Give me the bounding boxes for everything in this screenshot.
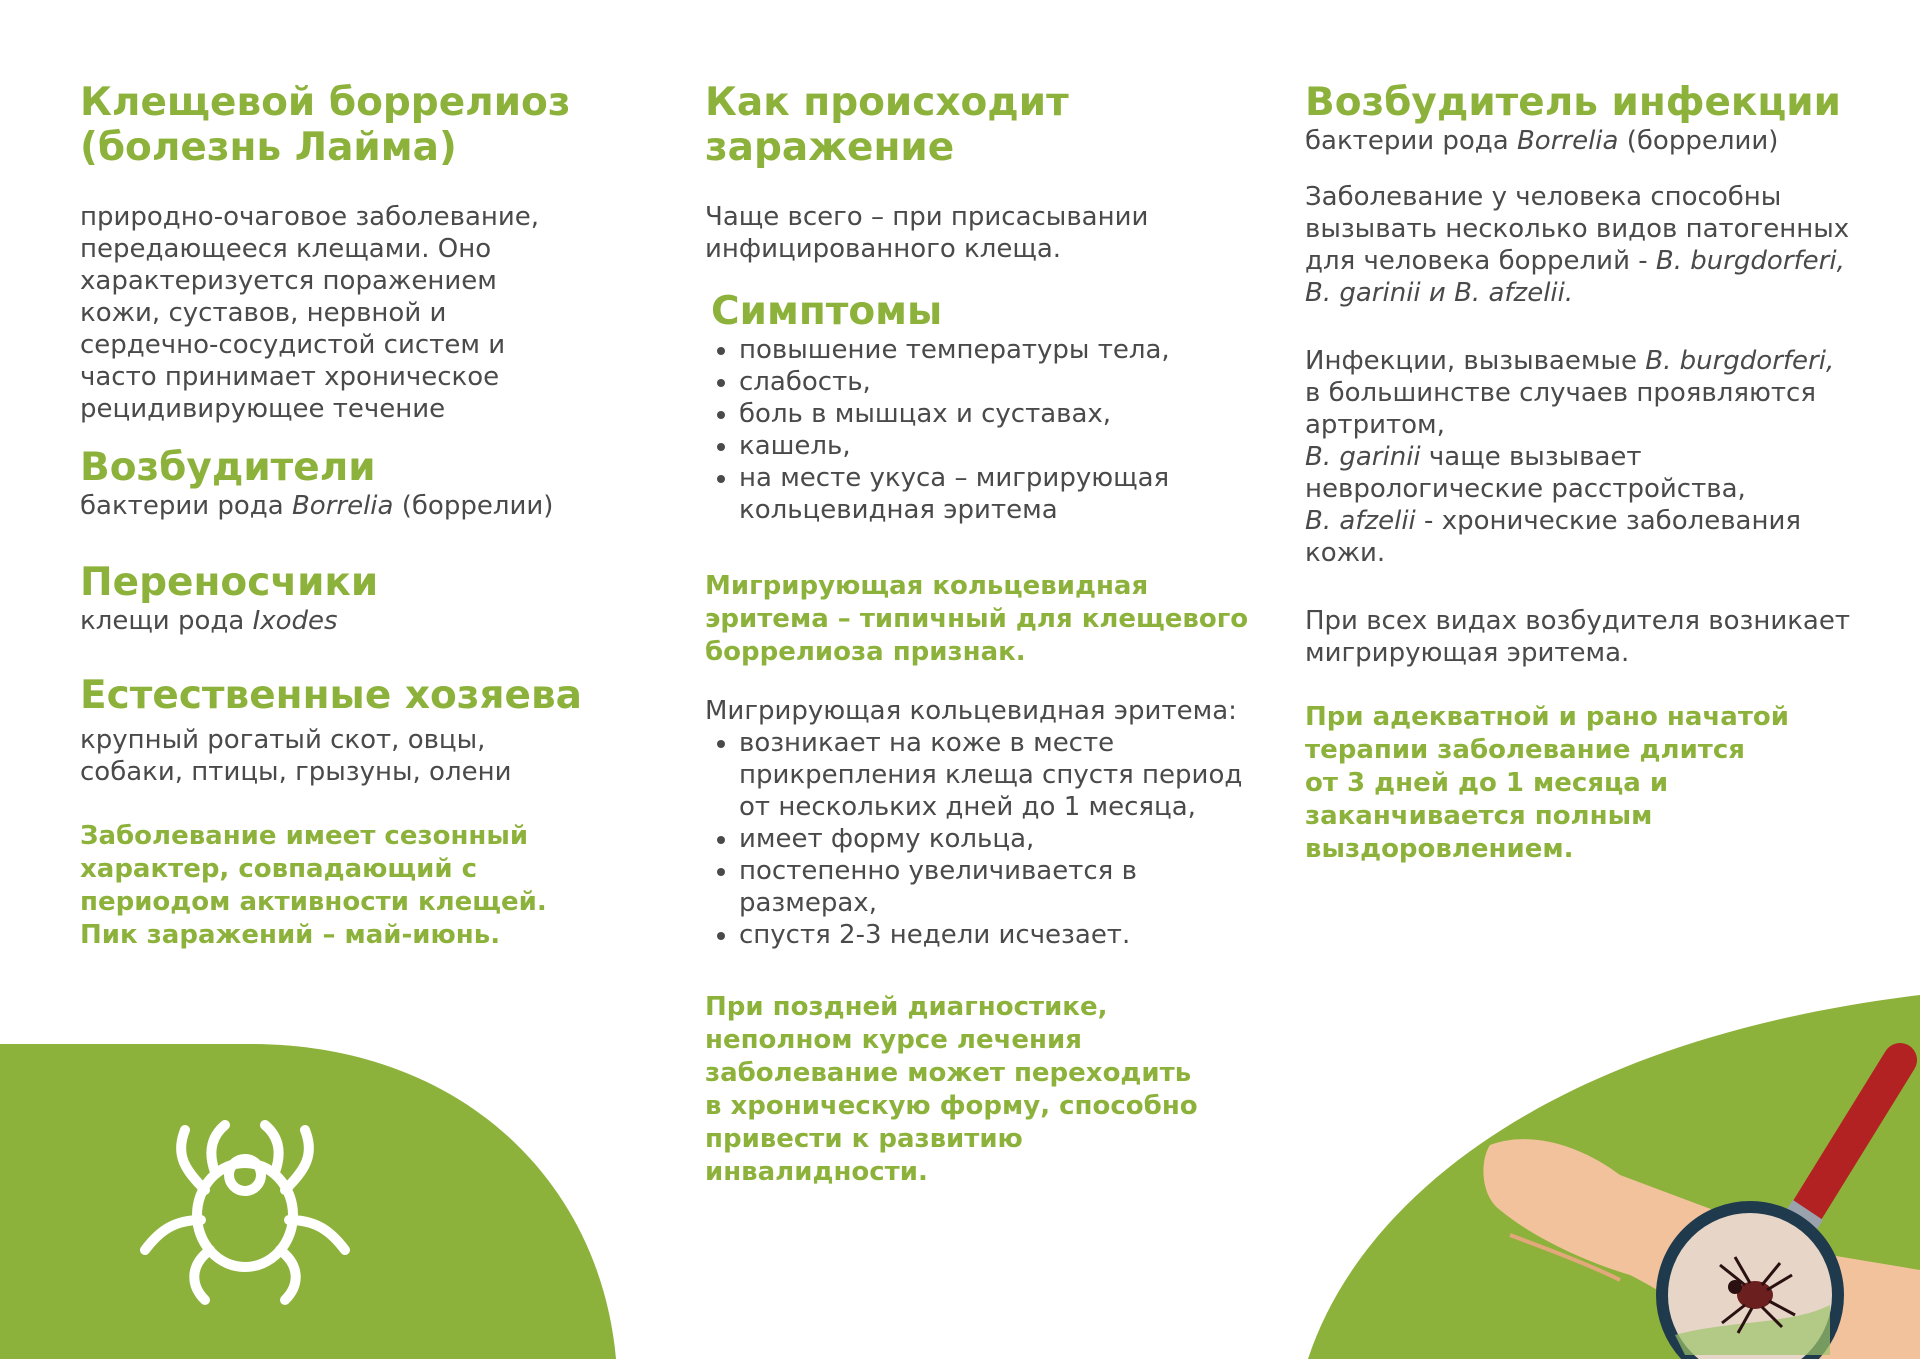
- symptom-item: • повышение температуры тела,: [739, 334, 1285, 366]
- magnifier-handle: [1795, 1060, 1900, 1230]
- erythema-list: [705, 727, 1285, 951]
- therapy-note: При адекватной и рано начатой терапии заболевание длится от 3 дней до 1 месяца и заканчивается полным выздоровлением.: [1305, 702, 1789, 864]
- disease-description: природно-очаговое заболевание, передающееся клещами. Оно характеризуется поражением кожи, суставов, нервной и сердечно-сосудистой систем и часто принимает хроническое рецидивирующее течение: [80, 202, 540, 424]
- column-about-disease: [80, 80, 620, 952]
- erythema-highlight: Мигрирующая кольцевидная эритема – типичный для клещевого боррелиоза признак.: [705, 571, 1249, 667]
- carriers-text: клещи рода Ixodes: [80, 606, 338, 636]
- erythema-all-forms-paragraph: При всех видах возбудителя возникает мигрирующая эритема.: [1305, 606, 1851, 668]
- symptom-item: • кашель,: [739, 430, 1285, 462]
- hosts-text: крупный рогатый скот, овцы, собаки, птицы, грызуны, олени: [80, 725, 512, 787]
- pathogen-title: Возбудитель инфекции: [1305, 80, 1841, 125]
- disease-title: Клещевой боррелиоз (болезнь Лайма): [80, 80, 571, 170]
- pathogen-effects-paragraph: Инфекции, вызываемые B. burgdorferi, в большинстве случаев проявляются артритом, B. garinii чаще вызывает неврологические расстройства, B. afzelii - хронические заболевания кожи.: [1305, 346, 1835, 568]
- symptoms-list: [705, 334, 1285, 526]
- symptom-item: • на месте укуса – мигрирующая кольцевидная эритема: [739, 462, 1199, 526]
- hosts-heading: Естественные хозяева: [80, 673, 582, 718]
- symptom-item: • боль в мышцах и суставах,: [739, 398, 1285, 430]
- erythema-intro: Мигрирующая кольцевидная эритема:: [705, 696, 1237, 726]
- symptoms-heading: Симптомы: [711, 289, 943, 334]
- erythema-item: • возникает на коже в месте прикрепления клеща спустя период от нескольких дней до 1 месяца,: [739, 727, 1259, 823]
- magnifier-hand-illustration: [1470, 1035, 1920, 1359]
- season-note: Заболевание имеет сезонный характер, совпадающий с периодом активности клещей. Пик заражений – май-июнь.: [80, 821, 547, 950]
- column-infection-symptoms: [705, 80, 1285, 1189]
- pathogen-species-paragraph: Заболевание у человека способны вызывать несколько видов патогенных для человека боррелий - B. burgdorferi, B. garinii и B. afzelii.: [1305, 182, 1850, 308]
- pathogens-heading: Возбудители: [80, 445, 376, 490]
- late-diagnosis-note: При поздней диагностике, неполном курсе лечения заболевание может переходить в хроническую форму, способно привести к развитию инвалидности.: [705, 992, 1198, 1187]
- pathogen-subtitle: бактерии рода Borrelia (боррелии): [1305, 126, 1779, 156]
- pathogens-text: бактерии рода Borrelia (боррелии): [80, 491, 554, 521]
- tick-outline-icon: [135, 1110, 355, 1310]
- carriers-heading: Переносчики: [80, 560, 379, 605]
- column-pathogen: [1305, 80, 1895, 866]
- erythema-item: • спустя 2-3 недели исчезает.: [739, 919, 1285, 951]
- symptom-item: • слабость,: [739, 366, 1285, 398]
- erythema-item: • постепенно увеличивается в размерах,: [739, 855, 1179, 919]
- infection-text: Чаще всего – при присасывании инфицированного клеща.: [705, 202, 1149, 264]
- infection-title: Как происходит заражение: [705, 80, 1069, 170]
- erythema-item: • имеет форму кольца,: [739, 823, 1285, 855]
